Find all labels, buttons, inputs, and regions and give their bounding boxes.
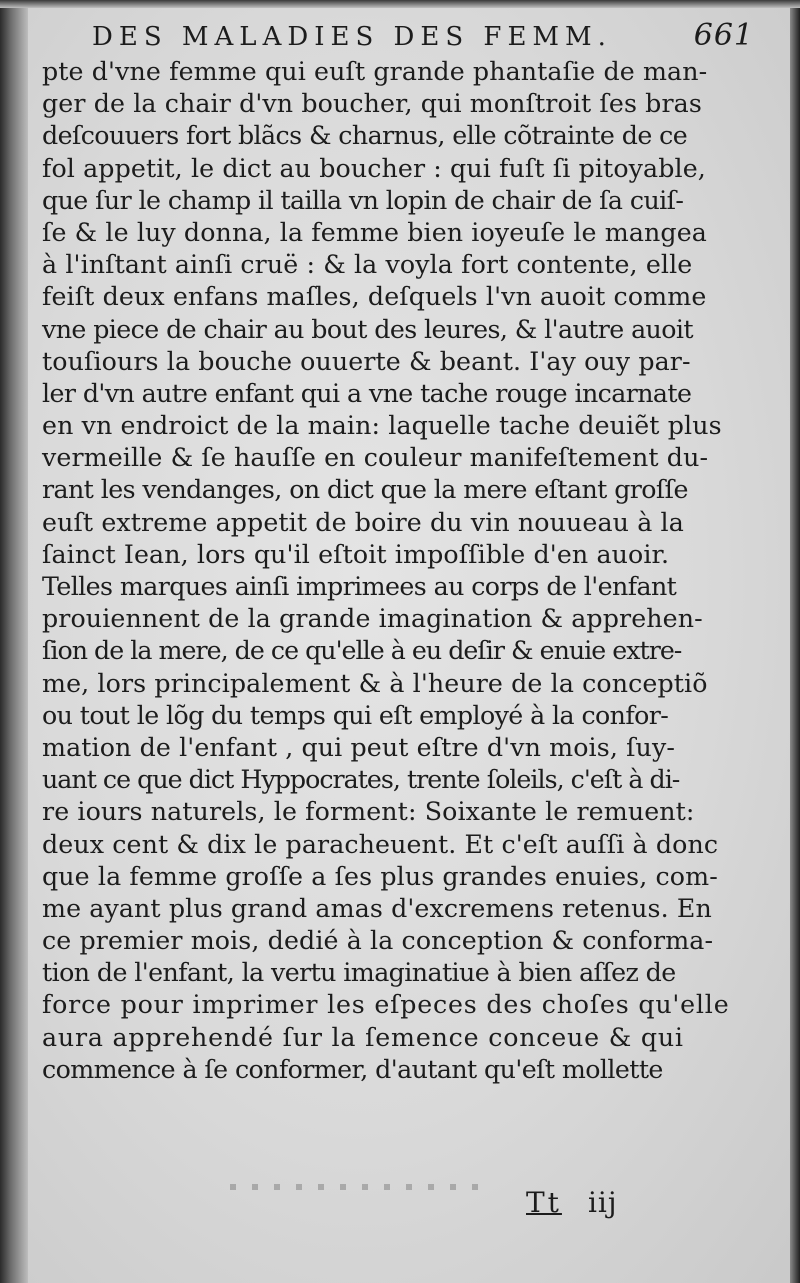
signature-letters: Tt bbox=[526, 1186, 562, 1219]
text-line: à l'inſtant ainſi cruë : & la voyla fort contente, elle bbox=[42, 250, 693, 281]
ink-smudge bbox=[230, 1184, 490, 1190]
text-line: que la femme groſſe a ſes plus grandes enuies, com- bbox=[42, 861, 718, 892]
signature-mark bbox=[526, 1186, 618, 1219]
text-line: ſainct Iean, lors qu'il eſtoit impoſſible d'en auoir. bbox=[42, 539, 670, 570]
text-line: euſt extreme appetit de boire du vin nouueau à la bbox=[42, 507, 684, 538]
text-line: ſe & le luy donna, la femme bien ioyeuſe le mangea bbox=[42, 217, 707, 248]
text-line: tion de l'enfant, la vertu imaginatiue à bien aſſez de bbox=[42, 958, 676, 989]
text-line: ou tout le lõg du temps qui eſt employé à la confor- bbox=[42, 700, 669, 731]
text-line: aura apprehendé ſur la ſemence conceue & qui bbox=[42, 1022, 684, 1053]
text-line: commence à ſe conformer, d'autant qu'eſt mollette bbox=[42, 1054, 663, 1085]
text-line: Telles marques ainſi imprimees au corps de l'enfant bbox=[42, 572, 677, 602]
running-head-title: DES MALADIES DES FEMM. bbox=[92, 22, 612, 52]
text-line: rant les vendanges, on dict que la mere eſtant groſſe bbox=[42, 475, 688, 506]
text-line: me ayant plus grand amas d'excremens retenus. En bbox=[42, 893, 712, 924]
text-line: que ſur le champ il tailla vn lopin de chair de ſa cuiſ- bbox=[42, 185, 684, 216]
text-line: re iours naturels, le forment: Soixante le remuent: bbox=[42, 797, 695, 828]
signature-leaf-number: iij bbox=[587, 1186, 618, 1219]
body-text bbox=[42, 56, 792, 1086]
text-line: deux cent & dix le paracheuent. Et c'eſt auſſi à donc bbox=[42, 829, 719, 860]
text-line: fol appetit, le dict au boucher : qui fuſt ſi pitoyable, bbox=[42, 153, 706, 184]
text-line: ler d'vn autre enfant qui a vne tache rouge incarnate bbox=[42, 378, 692, 409]
text-line: deſcouuers fort blãcs & charnus, elle cõtrainte de ce bbox=[42, 121, 688, 152]
text-line: prouiennent de la grande imagination & apprehen- bbox=[42, 604, 703, 635]
text-line: me, lors principalement & à l'heure de la conceptiõ bbox=[42, 668, 708, 699]
text-line: uant ce que dict Hyppocrates, trente ſoleils, c'eſt à di- bbox=[42, 765, 680, 796]
text-line: vermeille & ſe hauſſe en couleur manifeſtement du- bbox=[42, 443, 709, 474]
page-shadow-top bbox=[0, 0, 800, 8]
text-line: ſion de la mere, de ce qu'elle à eu deſir & enuie extre- bbox=[42, 636, 682, 667]
text-line: force pour imprimer les eſpeces des choſes qu'elle bbox=[42, 990, 730, 1021]
text-line: ce premier mois, dedié à la conception & conforma- bbox=[42, 926, 714, 957]
text-line: feiſt deux enfans maſles, deſquels l'vn auoit comme bbox=[42, 282, 707, 313]
text-line: mation de l'enfant , qui peut eſtre d'vn mois, ſuy- bbox=[42, 732, 675, 763]
text-line: touſiours la bouche ouuerte & beant. I'ay ouy par- bbox=[42, 346, 691, 377]
text-line: pte d'vne femme qui euſt grande phantaſie de man- bbox=[42, 57, 708, 87]
text-line: ger de la chair d'vn boucher, qui monſtroit ſes bras bbox=[42, 89, 702, 120]
running-head bbox=[92, 18, 764, 58]
page-shadow-left bbox=[0, 0, 28, 1283]
text-line: en vn endroict de la main: laquelle tache deuiẽt plus bbox=[42, 411, 722, 442]
text-line: vne piece de chair au bout des leures, & l'autre auoit bbox=[42, 314, 693, 345]
page-number: 661 bbox=[693, 18, 754, 53]
